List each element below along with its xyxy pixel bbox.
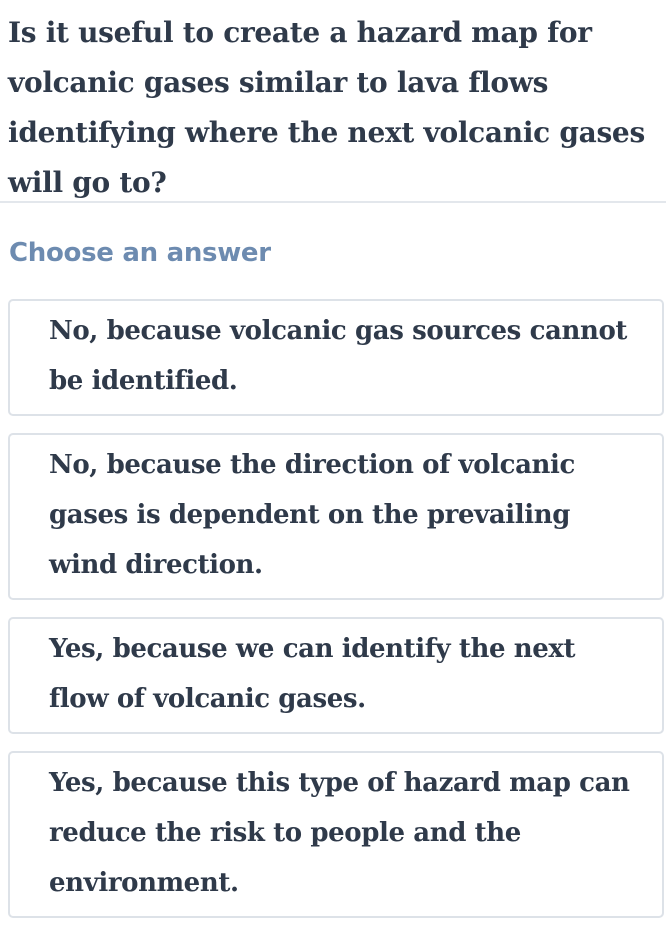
answer-choice-4[interactable] (8, 751, 664, 918)
answer-choice-text: Yes, because this type of hazard map can reduce the risk to people and the environment. (49, 768, 630, 898)
answer-choice-text: No, because volcanic gas sources cannot be identified. (49, 316, 628, 396)
answer-choice-text: Yes, because we can identify the next flow of volcanic gases. (49, 634, 576, 714)
question-text: Is it useful to create a hazard map for volcanic gases similar to lava flows identifying where the next volcanic gases will go to? (8, 16, 645, 199)
answer-choice-3[interactable] (8, 617, 664, 734)
answer-choice-2[interactable] (8, 433, 664, 600)
answer-choice-text: No, because the direction of volcanic gases is dependent on the prevailing wind direction. (49, 450, 575, 580)
answer-choices (8, 299, 664, 935)
choose-answer-label: Choose an answer (9, 238, 271, 268)
answer-choice-1[interactable] (8, 299, 664, 416)
divider (0, 201, 666, 203)
